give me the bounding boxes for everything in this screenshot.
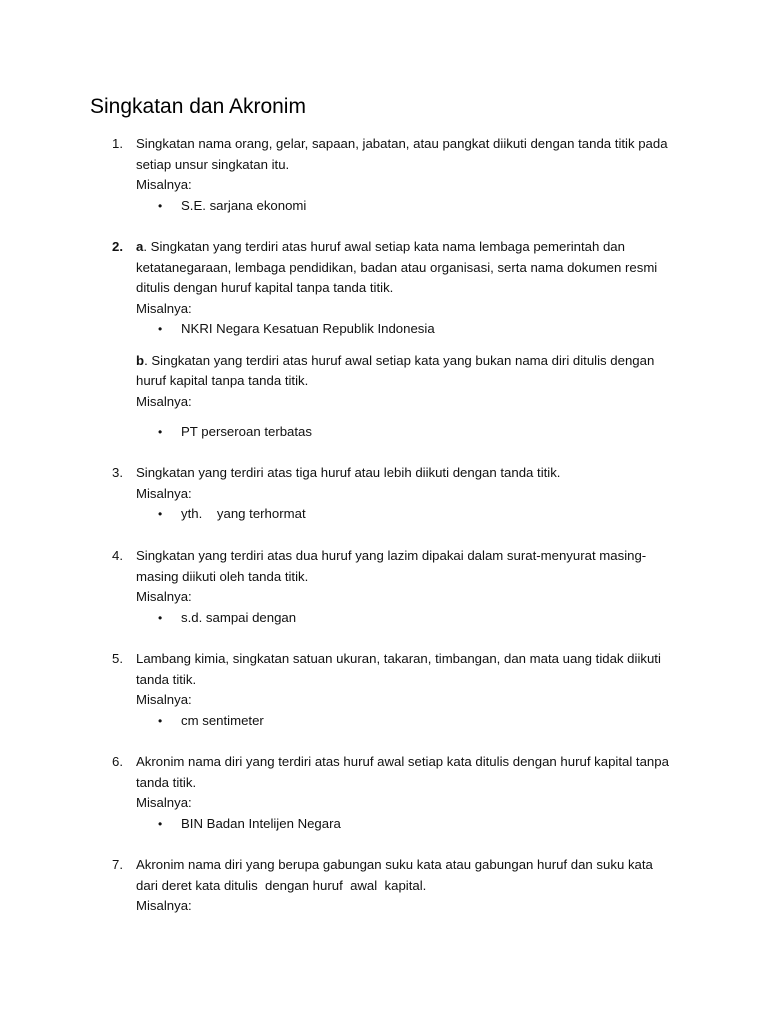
example-bullet — [136, 814, 676, 835]
example-label: Misalnya: — [136, 300, 192, 316]
bullet-icon: • — [158, 610, 163, 625]
bullet-icon: • — [158, 713, 163, 728]
rule-text-b-body: . Singkatan yang terdiri atas huruf awal setiap kata yang bukan nama diri ditulis dengan huruf kapital tanpa tanda titik. — [136, 352, 655, 388]
example-text: BIN Badan Intelijen Negara — [181, 815, 341, 831]
bullet-icon: • — [158, 507, 163, 521]
example-text: yth. yang terhormat — [181, 506, 306, 521]
sub-letter-a: a — [136, 239, 144, 254]
list-item-body — [136, 649, 676, 731]
example-bullet — [136, 504, 676, 525]
list-item-number: 7. — [112, 857, 123, 872]
example-text: PT perseroan terbatas — [181, 424, 312, 439]
rule-text: Lambang kimia, singkatan satuan ukuran, takaran, timbangan, dan mata uang tidak diikuti tanda titik. — [136, 651, 661, 687]
example-label: Misalnya: — [136, 692, 192, 707]
example-label: Misalnya: — [136, 795, 192, 810]
list-item-body — [136, 463, 676, 525]
list-item-body — [136, 546, 676, 628]
example-text: S.E. sarjana ekonomi — [181, 197, 307, 213]
example-label: Misalnya: — [136, 393, 192, 409]
example-text: s.d. sampai dengan — [181, 609, 297, 625]
list-item-body — [136, 855, 676, 917]
example-bullet — [136, 196, 676, 217]
list-item-body — [136, 752, 676, 834]
list-item-number: 5. — [112, 651, 123, 666]
list-item-number: 2. — [112, 239, 123, 254]
rule-text: Singkatan nama orang, gelar, sapaan, jabatan, atau pangkat diikuti dengan tanda titik pada setiap unsur singkatan itu. — [136, 136, 668, 172]
bullet-icon: • — [158, 816, 163, 831]
bullet-icon: • — [158, 198, 163, 213]
list-item-number: 6. — [112, 754, 123, 769]
example-bullet — [136, 608, 676, 629]
rule-text: Singkatan yang terdiri atas dua huruf yang lazim dipakai dalam surat-menyurat masing-masing diikuti oleh tanda titik. — [136, 548, 647, 584]
list-item-body — [136, 237, 676, 443]
example-text: cm sentimeter — [181, 712, 264, 728]
rule-text: Singkatan yang terdiri atas tiga huruf atau lebih diikuti dengan tanda titik. — [136, 465, 561, 480]
bullet-icon: • — [158, 322, 163, 336]
example-label: Misalnya: — [136, 589, 192, 604]
example-label: Misalnya: — [136, 485, 192, 501]
example-label: Misalnya: — [136, 177, 192, 192]
list-item-number: 4. — [112, 548, 123, 563]
example-bullet — [136, 319, 676, 340]
rule-text: Akronim nama diri yang berupa gabungan suku kata atau gabungan huruf dan suku kata dari deret kata ditulis dengan huruf awal kapital. — [136, 857, 657, 893]
bullet-icon: • — [158, 425, 163, 439]
list-item-body — [136, 134, 676, 216]
example-bullet — [136, 711, 676, 732]
list-item-number: 1. — [112, 136, 123, 151]
example-text: NKRI Negara Kesatuan Republik Indonesia — [181, 321, 435, 336]
rule-text-b — [136, 351, 676, 392]
example-label: Misalnya: — [136, 898, 192, 913]
list-item-number: 3. — [112, 465, 123, 480]
rule-text-a — [136, 237, 676, 299]
rule-text: Akronim nama diri yang terdiri atas huruf awal setiap kata ditulis dengan huruf kapital tanpa tanda titik. — [136, 754, 669, 790]
example-bullet — [136, 422, 676, 443]
rule-text-a-body: . Singkatan yang terdiri atas huruf awal setiap kata nama lembaga pemerintah dan ketatanegaraan, lembaga pendidikan, badan atau organisasi, serta nama dokumen resmi ditulis dengan huruf kapital tanpa tanda titik. — [136, 239, 658, 295]
page-title: Singkatan dan Akronim — [90, 95, 306, 118]
sub-letter-b: b — [136, 352, 145, 368]
